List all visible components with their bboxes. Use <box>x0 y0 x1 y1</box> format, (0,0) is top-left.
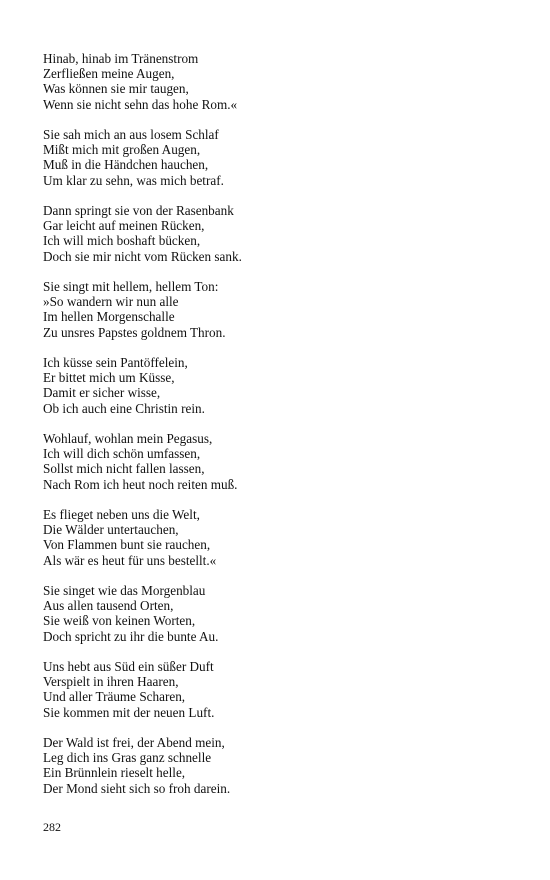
verse-line: Hinab, hinab im Tränenstrom <box>43 51 199 66</box>
stanza <box>43 735 523 796</box>
verse-line: Um klar zu sehn, was mich betraf. <box>43 172 224 188</box>
verse-line: Uns hebt aus Süd ein süßer Duft <box>43 659 214 674</box>
verse-line: Gar leicht auf meinen Rücken, <box>43 218 205 234</box>
stanza <box>43 127 523 188</box>
verse-line: Aus allen tausend Orten, <box>43 598 174 614</box>
verse-line: Was können sie mir taugen, <box>43 81 189 97</box>
verse-line: Als wär es heut für uns bestellt.« <box>43 552 217 568</box>
verse-line: Ob ich auch eine Christin rein. <box>43 400 205 416</box>
verse-line: Nach Rom ich heut noch reiten muß. <box>43 476 238 492</box>
verse-line: Im hellen Morgenschalle <box>43 309 175 325</box>
verse-line: Damit er sicher wisse, <box>43 385 161 401</box>
verse-line: Ein Brünnlein rieselt helle, <box>43 765 186 781</box>
stanza <box>43 355 523 416</box>
verse-line: Leg dich ins Gras ganz schnelle <box>43 750 212 766</box>
verse-line: Sie singet wie das Morgenblau <box>43 583 206 598</box>
verse-line: Zerfließen meine Augen, <box>43 66 175 82</box>
stanza <box>43 583 523 644</box>
stanza <box>43 203 523 264</box>
verse-line: Die Wälder untertauchen, <box>43 522 179 538</box>
verse-line: Sie weiß von keinen Worten, <box>43 613 196 629</box>
verse-line: Wohlauf, wohlan mein Pegasus, <box>43 431 213 446</box>
stanza <box>43 51 523 112</box>
verse-line: Zu unsres Papstes goldnem Thron. <box>43 324 226 340</box>
verse-line: Sollst mich nicht fallen lassen, <box>43 461 205 477</box>
verse-line: Der Mond sieht sich so froh darein. <box>43 780 231 796</box>
verse-line: Ich küsse sein Pantöffelein, <box>43 355 188 370</box>
stanza <box>43 507 523 568</box>
verse-line: »So wandern wir nun alle <box>43 294 179 310</box>
verse-line: Der Wald ist frei, der Abend mein, <box>43 735 225 750</box>
verse-line: Von Flammen bunt sie rauchen, <box>43 537 211 553</box>
verse-line: Sie sah mich an aus losem Schlaf <box>43 127 219 142</box>
verse-line: Sie singt mit hellem, hellem Ton: <box>43 279 219 294</box>
verse-line: Es flieget neben uns die Welt, <box>43 507 200 522</box>
verse-line: Ich will mich boshaft bücken, <box>43 233 201 249</box>
verse-line: Und aller Träume Scharen, <box>43 689 186 705</box>
stanza <box>43 279 523 340</box>
verse-line: Dann springt sie von der Rasenbank <box>43 203 234 218</box>
verse-line: Doch spricht zu ihr die bunte Au. <box>43 628 219 644</box>
verse-line: Doch sie mir nicht vom Rücken sank. <box>43 248 242 264</box>
verse-line: Verspielt in ihren Haaren, <box>43 674 179 690</box>
verse-line: Wenn sie nicht sehn das hohe Rom.« <box>43 96 238 112</box>
verse-line: Er bittet mich um Küsse, <box>43 370 175 386</box>
stanza <box>43 431 523 492</box>
verse-line: Mißt mich mit großen Augen, <box>43 142 201 158</box>
page-number: 282 <box>43 820 61 834</box>
verse-line: Ich will dich schön umfassen, <box>43 446 201 462</box>
verse-line: Sie kommen mit der neuen Luft. <box>43 704 215 720</box>
verse-line: Muß in die Händchen hauchen, <box>43 157 209 173</box>
poem-text <box>43 51 523 811</box>
stanza <box>43 659 523 720</box>
